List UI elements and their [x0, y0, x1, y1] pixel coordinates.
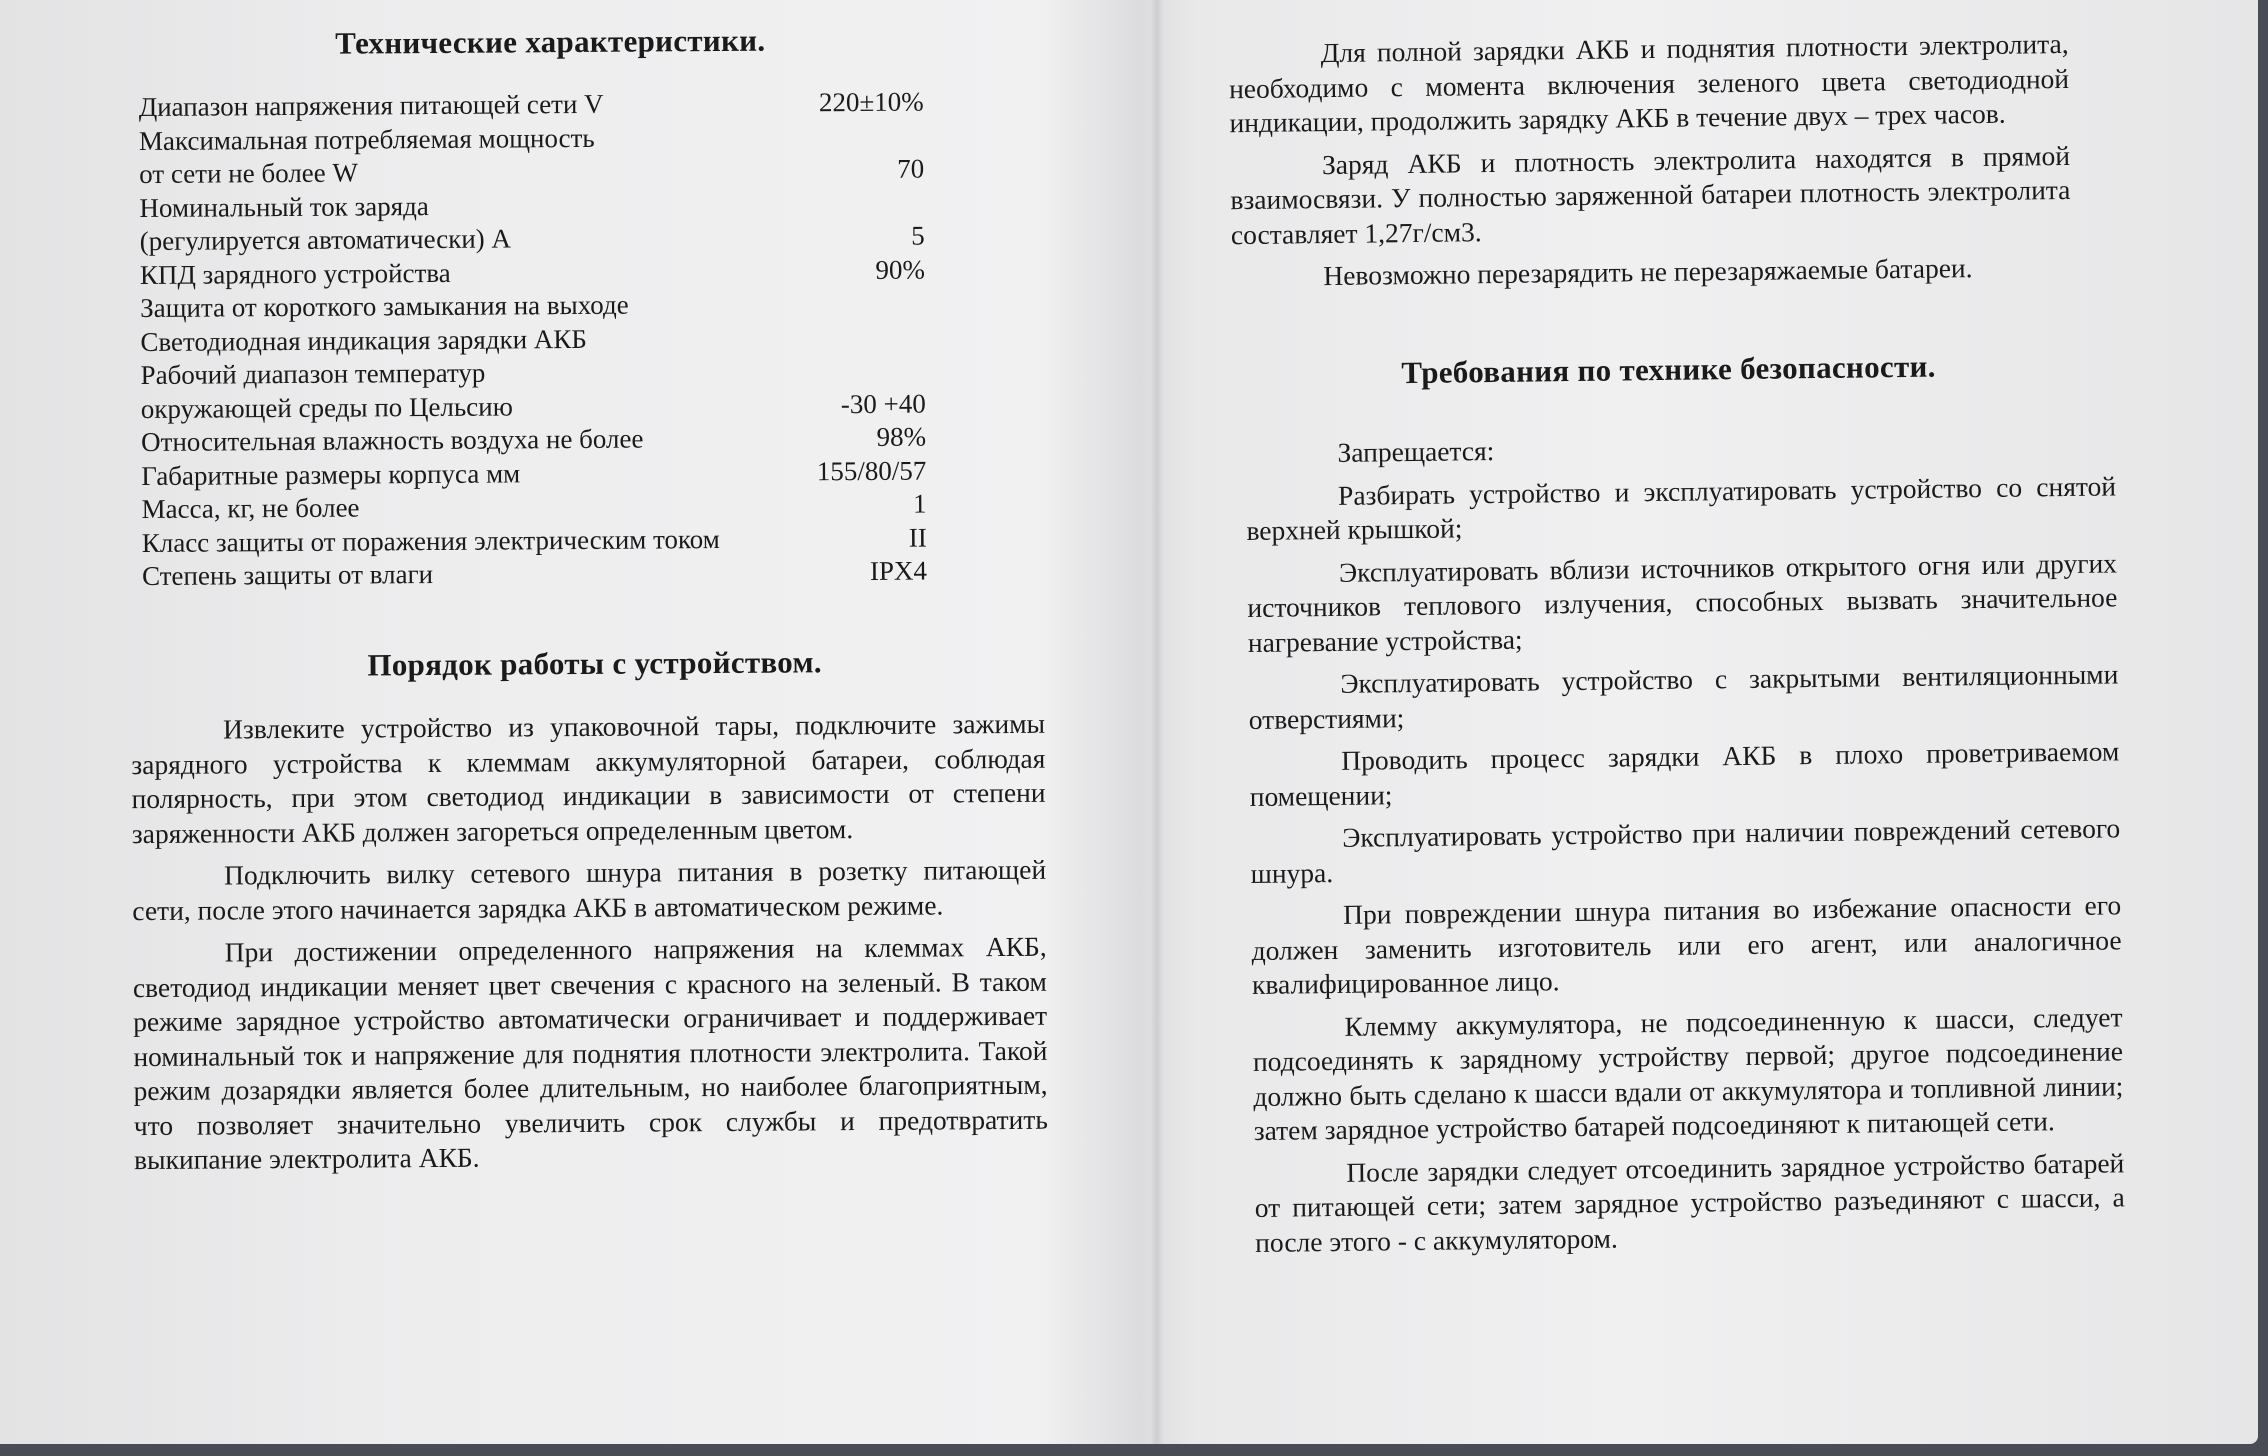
indent	[1232, 285, 1324, 286]
spec-value: 98%	[876, 421, 927, 452]
spec-label: Диапазон напряжения питающей сети V	[138, 88, 604, 123]
spec-label: Степень защиты от влаги	[141, 558, 434, 592]
paragraph-text: Невозможно перезарядить не перезаряжаемые батареи.	[1323, 252, 1973, 292]
paragraph-text: Клемму аккумулятора, не подсоединенную к шасси, следует подсоединять к зарядному устройству первой; другое подсоединение должно быть сделано к шасси вдали от аккумулятора и топливной линии; затем зарядное устройство батарей подсоединяют к питающей сети.	[1252, 1000, 2124, 1146]
paragraph	[1231, 250, 2071, 295]
indent	[1229, 62, 1321, 63]
right-page	[1164, 0, 2258, 1444]
spec-label: Масса, кг, не более	[141, 492, 360, 525]
spec-value: II	[908, 522, 927, 553]
paragraph-text: При достижении определенного напряжения на клеммах АКБ, светодиод индикации меняет цвет свечения с красного на зеленый. В таком режиме зарядное устройство автоматически ограничивает и поддерживает номинальный ток и напряжение для поднятия плотности электролита. Такой режим дозарядки является более длительным, но наиболее благоприятным, что позволяет значительно увеличить срок службы и предотвратить выкипание электролита АКБ.	[132, 930, 1048, 1176]
spec-value	[884, 119, 924, 153]
spec-row	[139, 186, 924, 225]
paragraph	[133, 930, 1049, 1178]
spec-row	[141, 421, 926, 460]
spec-value	[884, 186, 924, 220]
spec-value: -30 +40	[840, 388, 926, 419]
paragraph-text: После зарядки следует отсоединить зарядное устройство батарей от питающей сети; затем зарядное устройство разъединяют с шасси, а после этого - с аккумулятором.	[1254, 1146, 2125, 1258]
spec-row	[139, 153, 924, 192]
paragraph	[1249, 734, 2120, 814]
paragraph	[1251, 888, 2122, 1002]
spec-value: 90%	[875, 254, 926, 285]
paragraph	[132, 853, 1046, 928]
spec-row	[139, 86, 924, 125]
indent	[1246, 504, 1338, 505]
paragraph	[1230, 138, 2071, 252]
paragraph-text: Эксплуатировать вблизи источников открытого огня или других источников теплового излучения, способных вызвать значительное нагревание устройства;	[1247, 546, 2118, 658]
spec-label: Класс защиты от поражения электрическим током	[141, 523, 720, 558]
paragraph	[1252, 1000, 2124, 1149]
operation-title: Порядок работы с устройством.	[367, 644, 823, 683]
spec-label: Относительная влажность воздуха не более	[140, 423, 644, 458]
paragraph-text: Разбирать устройство и эксплуатировать устройство со снятой верхней крышкой;	[1246, 469, 2117, 547]
spec-row	[142, 521, 927, 560]
operation-section	[131, 707, 1048, 1186]
spec-row	[140, 253, 925, 292]
paragraph	[1228, 27, 2069, 141]
spec-row	[141, 454, 926, 493]
spec-row	[140, 320, 925, 359]
indent	[1249, 770, 1341, 771]
indent	[1253, 1035, 1345, 1036]
spec-value: 1	[912, 488, 927, 519]
charging-notes-section	[1228, 27, 2071, 303]
indent	[1247, 581, 1339, 582]
indent	[1246, 462, 1338, 463]
specs-title: Технические характеристики.	[335, 22, 766, 61]
paragraph-text: Заряд АКБ и плотность электролита находятся в прямой взаимосвязи. У полностью заряженной батареи плотность электролита составляет 1,27г/см3.	[1230, 139, 2071, 250]
spec-value: 220±10%	[818, 86, 924, 118]
paragraph-text: Запрещается:	[1337, 434, 1495, 468]
indent	[1251, 924, 1343, 925]
spec-label: от сети не более W	[139, 157, 359, 190]
paragraph	[131, 707, 1046, 851]
paragraph-text: Извлеките устройство из упаковочной тары, подключите зажимы зарядного устройства к клеммам аккумуляторной батареи, соблюдая полярность, при этом светодиод индикации в зависимости от степени заряженности АКБ должен загореться определенным цветом.	[131, 707, 1046, 849]
spec-label: КПД зарядного устройства	[139, 257, 451, 290]
spec-row	[141, 354, 926, 393]
paragraph	[1248, 657, 2119, 737]
spec-value: 70	[897, 153, 925, 184]
paragraph	[1250, 811, 2121, 891]
indent	[133, 961, 225, 962]
indent	[132, 884, 224, 885]
spec-label: окружающей среды по Цельсию	[140, 390, 513, 424]
paragraph-text: Эксплуатировать устройство с закрытыми вентиляционными отверстиями;	[1248, 658, 2119, 735]
paragraph	[1247, 546, 2118, 660]
safety-title: Требования по технике безопасности.	[1401, 348, 1936, 391]
spec-row	[140, 220, 925, 259]
spec-row	[142, 555, 927, 594]
paragraph-text: Эксплуатировать устройство при наличии повреждений сетевого шнура.	[1250, 812, 2121, 889]
spec-value: 155/80/57	[816, 455, 927, 486]
indent	[1230, 174, 1322, 175]
spec-label: Номинальный ток заряда	[139, 190, 429, 223]
spec-value: IPX4	[869, 555, 928, 586]
spec-value: 5	[911, 220, 925, 251]
spec-label: Светодиодная индикация зарядки АКБ	[140, 323, 587, 357]
spec-label: Рабочий диапазон температур	[140, 357, 486, 391]
paragraph	[1245, 426, 2115, 471]
paragraph	[1254, 1146, 2125, 1260]
spec-row	[141, 387, 926, 426]
spec-label: Габаритные размеры корпуса мм	[141, 457, 521, 491]
paragraph-text: Подключить вилку сетевого шнура питания в розетку питающей сети, после этого начинается зарядка АКБ в автоматическом режиме.	[132, 853, 1047, 926]
safety-section	[1245, 426, 2125, 1268]
spec-value	[885, 354, 925, 388]
specs-table	[139, 86, 927, 594]
spec-label: Максимальная потребляемая мощность	[138, 122, 595, 156]
spec-row	[140, 287, 925, 326]
spec-value	[885, 287, 925, 321]
spec-label: (регулируется автоматически) А	[139, 223, 512, 257]
indent	[131, 738, 223, 739]
spec-row	[139, 119, 924, 158]
spec-label: Защита от короткого замыкания на выходе	[140, 289, 629, 324]
paragraph-text: Для полной зарядки АКБ и поднятия плотности электролита, необходимо с момента включения зеленого цвета светодиодной индикации, продолжить зарядку АКБ в течение двух – трех часов.	[1228, 27, 2070, 139]
paragraph-text: Проводить процесс зарядки АКБ в плохо проветриваемом помещении;	[1249, 735, 2120, 812]
spec-row	[141, 488, 926, 527]
indent	[1250, 847, 1342, 848]
paragraph-text: При повреждении шнура питания во избежание опасности его должен заменить изготовитель или его агент, или аналогичное квалифицированное лицо.	[1251, 889, 2122, 1000]
indent	[1248, 693, 1340, 694]
spec-value	[885, 320, 925, 354]
indent	[1254, 1181, 1346, 1182]
paragraph	[1246, 469, 2117, 549]
